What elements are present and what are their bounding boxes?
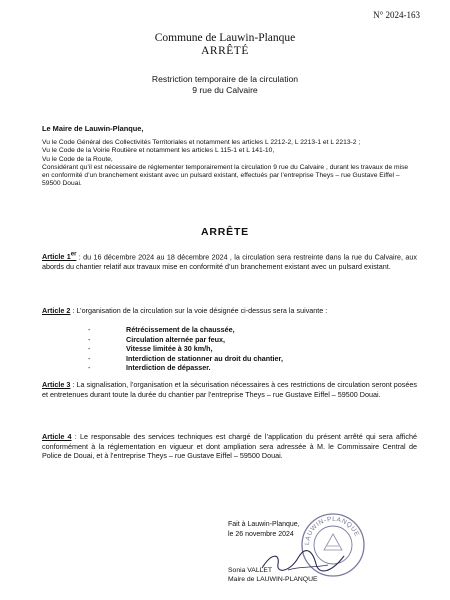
commune-name: Commune de Lauwin-Planque [154, 32, 296, 44]
traffic-measures-list [88, 325, 348, 373]
signatory-name: Sonia VALLET [228, 567, 273, 574]
list-item: - Circulation alternée par feux, [88, 334, 226, 344]
visa-voirie: Vu le Code de la Voirie Routière et notamment les articles L 115-1 et L 141-10, [42, 147, 275, 155]
signatory-title: Maire de LAUWIN-PLANQUE [228, 575, 318, 583]
article-1-text: : du 16 décembre 2024 au 18 décembre 2024 , la circulation sera restreinte dans la rue du Calvaire, aux abords du chantier relatif aux travaux mise en conformité d’un branchement existant avec un pulsard existant. [42, 252, 417, 271]
decree-number: N° 2024-163 [373, 10, 420, 20]
article-4-label: Article 4 [42, 432, 72, 441]
subject-line-1: Restriction temporaire de la circulation [151, 74, 299, 84]
subject-line-2: 9 rue du Calvaire [192, 85, 258, 95]
article-4-text: : Le responsable des services techniques est chargé de l’application du présent arrêté qui sera affiché conformément à la réglementation en vigueur et dont ampliation sera adressée à M. le Commissaire Central de Police de Douai, et à l’entreprise Theys – rue Gustave Eiffel – 59500 Douai. [42, 432, 417, 461]
article-3-text: : La signalisation, l’organisation et la sécurisation nécessaires à ces restrictions de circulation seront posées et entretenues durant toute la durée du chantier par l’entreprise Theys – rue Gustave Eiffel – 59500 Douai. [42, 380, 417, 399]
signature-place-date [228, 520, 300, 540]
article-3-label: Article 3 [42, 380, 71, 389]
decree-subject [0, 74, 450, 96]
legal-visas [42, 139, 417, 189]
article-1 [42, 251, 417, 272]
article-2-label: Article 2 [42, 306, 71, 315]
article-3 [42, 380, 417, 399]
article-1-label: Article 1er [42, 252, 77, 262]
considerant: Considérant qu’il est nécessaire de réglementer temporairement la circulation 9 rue du Calvaire , durant les travaux de mise en conformité d’un branchement existant avec un pulsard existant, effectués par l’entreprise Theys – rue Gustave Eiffel – 59500 Douai. [42, 163, 409, 188]
document-type-heading: ARRÊTÉ [201, 45, 249, 57]
authority-line: Le Maire de Lauwin-Planque, [42, 124, 144, 133]
signature-date: le 26 novembre 2024 [228, 531, 294, 538]
list-item: - Vitesse limitée à 30 km/h, [88, 344, 213, 353]
list-item: - Interdiction de dépasser. [88, 363, 211, 372]
list-item: - Interdiction de stationner au droit du chantier, [88, 353, 283, 363]
visa-route: Vu le Code de la Route, [42, 155, 113, 163]
section-title: ARRÊTE [201, 226, 249, 238]
seal-ring-text: LAUWIN-PLANQUE [303, 515, 361, 546]
article-1-suffix: er [70, 252, 77, 258]
list-item: - Rétrécissement de la chaussée, [88, 325, 235, 334]
article-2 [42, 306, 417, 316]
visa-cgct: Vu le Code Général des Collectivités Territoriales et notamment les articles L 2212-2, L 2213-1 et L 2213-2 ; [42, 139, 361, 146]
article-4 [42, 432, 417, 461]
signatory-block [228, 567, 318, 584]
signature-place: Fait à Lauwin-Planque, [228, 521, 300, 528]
article-2-text: : L’organisation de la circulation sur la voie désignée ci-dessus sera la suivante : [70, 306, 328, 315]
